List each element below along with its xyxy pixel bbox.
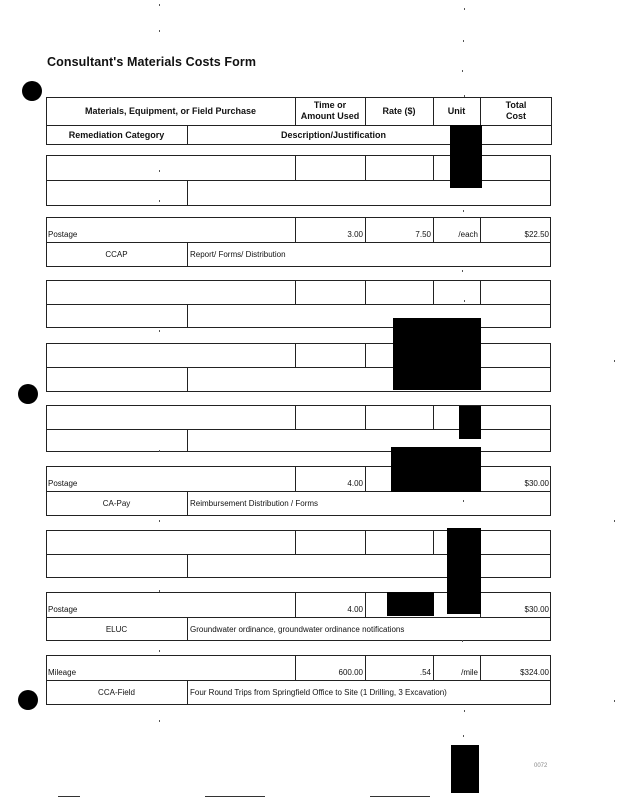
redaction-block [447, 528, 481, 614]
col-line [187, 180, 188, 206]
scan-speck [614, 700, 615, 702]
redaction-block [450, 125, 482, 188]
scan-speck [464, 95, 465, 97]
entry-unit: /each [458, 230, 478, 239]
scan-speck [614, 520, 615, 522]
scan-speck [463, 210, 464, 212]
col-line [365, 466, 366, 491]
col-line [295, 405, 296, 429]
entry-category: CCA-Field [98, 688, 135, 697]
binder-hole-bottom [18, 690, 38, 710]
entry-category: CA-Pay [102, 499, 131, 508]
entry-description: Reimbursement Distribution / Forms [190, 499, 319, 508]
binder-hole-middle [18, 384, 38, 404]
form-title: Consultant's Materials Costs Form [47, 55, 257, 69]
col-line [295, 530, 296, 554]
header-total-line1: Total [505, 100, 527, 110]
redaction-block [459, 406, 481, 439]
col-line [365, 280, 366, 304]
scan-speck [462, 70, 463, 72]
scan-speck [463, 500, 464, 502]
scan-speck [159, 650, 160, 652]
col-line [480, 280, 481, 304]
entry-total: $22.50 [524, 230, 549, 239]
entry-item: Postage [48, 479, 78, 488]
scan-speck [464, 710, 465, 712]
col-line [187, 242, 188, 267]
col-line [433, 405, 434, 429]
scan-speck [463, 735, 464, 737]
redaction-block [387, 592, 434, 616]
scan-speck [159, 170, 160, 172]
row-divider [46, 680, 551, 681]
scan-speck [159, 720, 160, 722]
col-line [187, 491, 188, 516]
scan-speck [159, 200, 160, 202]
entry-item: Mileage [48, 668, 77, 677]
col-line [365, 592, 366, 617]
col-line [433, 530, 434, 554]
entry-rate: 7.50 [415, 230, 431, 239]
header-rate: Rate ($) [382, 105, 416, 116]
scan-speck [462, 640, 463, 642]
col-line [187, 367, 188, 392]
entry-amount: 4.00 [347, 605, 363, 614]
entry-description: Report/ Forms/ Distribution [190, 250, 286, 259]
scan-speck [464, 8, 465, 10]
scan-speck [159, 450, 160, 452]
entry-category: CCAP [105, 250, 128, 259]
entry-total: $30.00 [524, 479, 549, 488]
header-category: Remediation Category [68, 129, 165, 140]
col-line [365, 155, 366, 180]
binder-hole-top [22, 81, 42, 101]
col-line [365, 530, 366, 554]
redaction-block [393, 318, 481, 390]
col-line [295, 280, 296, 304]
entry-amount: 4.00 [347, 479, 363, 488]
header-time-line1: Time or [313, 100, 347, 110]
footer-line [58, 796, 80, 797]
row-divider [46, 242, 551, 243]
entry-item: Postage [48, 230, 78, 239]
entry-unit: /mile [461, 668, 478, 677]
header-unit: Unit [447, 105, 466, 116]
header-description: Description/Justification [280, 129, 387, 140]
entry-description: Groundwater ordinance, groundwater ordinance notifications [190, 625, 405, 634]
col-line [187, 680, 188, 705]
entry-amount: 3.00 [347, 230, 363, 239]
scan-speck [159, 30, 160, 32]
redaction-block [391, 447, 481, 492]
header-materials: Materials, Equipment, or Field Purchase [84, 105, 257, 116]
entry-total: $30.00 [524, 605, 549, 614]
entry-total: $324.00 [520, 668, 549, 677]
col-line [187, 304, 188, 328]
scan-speck [159, 4, 160, 6]
entry-amount: 600.00 [338, 668, 363, 677]
row-divider [46, 617, 551, 618]
col-line [295, 343, 296, 367]
col-line [365, 405, 366, 429]
scan-speck [464, 300, 465, 302]
entry-category: ELUC [105, 625, 128, 634]
scan-speck [614, 360, 615, 362]
scan-speck [159, 520, 160, 522]
page-stamp: 0072 [534, 763, 548, 769]
footer-line [205, 796, 265, 797]
entry-description: Four Round Trips from Springfield Office to Site (1 Drilling, 3 Excavation) [190, 688, 447, 697]
col-line [187, 554, 188, 578]
scan-speck [159, 590, 160, 592]
redaction-block [451, 745, 479, 793]
col-line [187, 429, 188, 452]
entry-item: Postage [48, 605, 78, 614]
entry-rate: .54 [419, 668, 431, 677]
header-total-line2: Cost [506, 111, 526, 121]
header-time [295, 97, 365, 125]
col-line [365, 343, 366, 367]
header-time-line2: Amount Used [300, 111, 360, 121]
col-line [295, 155, 296, 180]
footer-line [370, 796, 430, 797]
row-divider [46, 304, 551, 305]
scan-speck [463, 40, 464, 42]
col-line [433, 280, 434, 304]
col-line [187, 617, 188, 641]
scan-speck [159, 330, 160, 332]
col-line [433, 155, 434, 180]
scan-speck [462, 270, 463, 272]
header-total [480, 97, 552, 125]
